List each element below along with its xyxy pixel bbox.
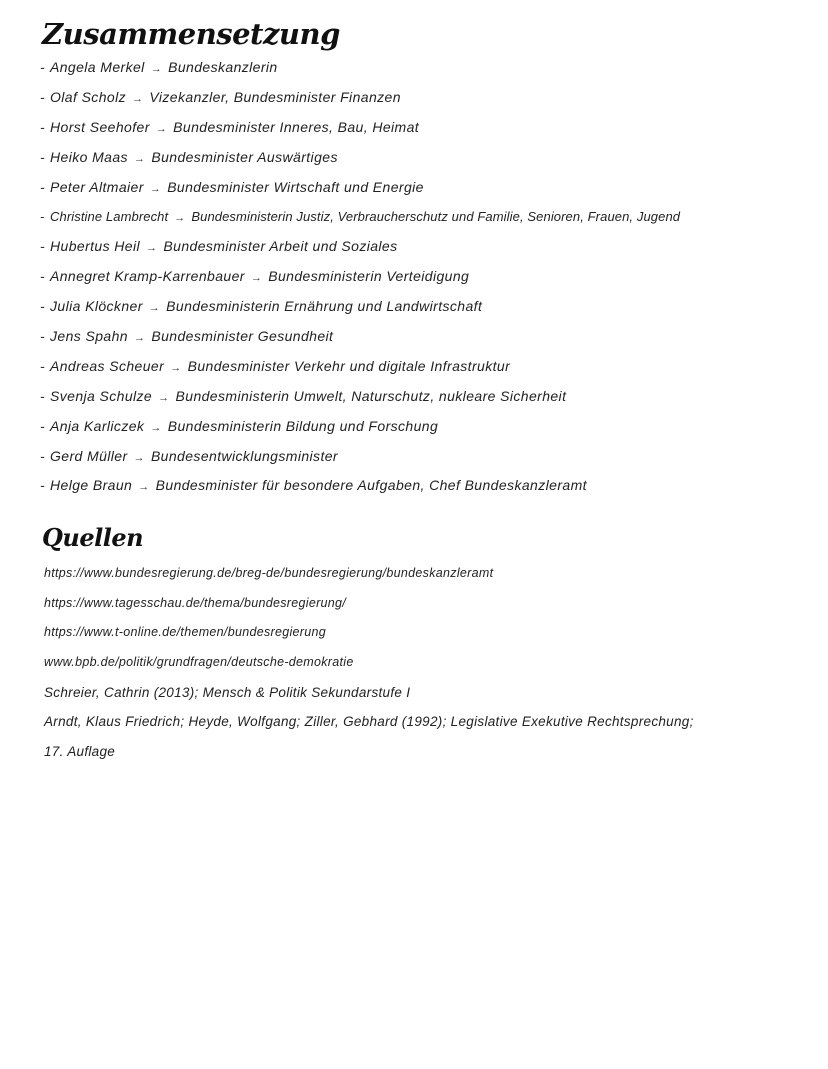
arrow-right-icon: → (133, 451, 145, 464)
source-item: https://www.tagesschau.de/thema/bundesregierung/ (44, 595, 347, 610)
sources-heading: Quellen (42, 523, 144, 552)
member-role: Bundesministerin Justiz, Verbraucherschutz und Familie, Senioren, Frauen, Jugend (191, 209, 681, 225)
member-name: Helge Braun (50, 477, 133, 494)
source-item: https://www.t-online.de/themen/bundesregierung (44, 625, 327, 640)
member-role: Bundesminister Gesundheit (151, 328, 334, 345)
composition-heading: Zusammensetzung (42, 17, 340, 51)
member-name: Peter Altmaier (50, 178, 144, 195)
source-item: https://www.bundesregierung.de/breg-de/bundesregierung/bundeskanzleramt (44, 566, 494, 580)
member-name: Horst Seehofer (50, 118, 150, 135)
member-role: Bundeskanzlerin (168, 59, 278, 75)
member-role: Bundesminister für besondere Aufgaben, Chef Bundeskanzleramt (155, 477, 587, 494)
arrow-right-icon: → (133, 332, 146, 345)
member-role: Bundesminister Verkehr und digitale Infrastruktur (187, 357, 511, 374)
member-role: Bundesminister Arbeit und Soziales (163, 238, 398, 255)
member-name: Svenja Schulze (50, 387, 153, 404)
member-name: Angela Merkel (50, 59, 145, 75)
arrow-right-icon: → (138, 481, 150, 494)
member-role: Bundesminister Wirtschaft und Energie (167, 178, 424, 195)
member-role: Bundesentwicklungsminister (150, 447, 338, 464)
dash-bullet: - (40, 118, 46, 135)
dash-bullet: - (40, 298, 46, 315)
member-name: Olaf Scholz (50, 88, 126, 105)
dash-bullet: - (40, 447, 46, 464)
member-name: Heiko Maas (50, 148, 128, 165)
member-name: Julia Klöckner (50, 298, 143, 315)
member-name: Annegret Kramp-Karrenbauer (50, 268, 245, 285)
member-name: Andreas Scheuer (50, 357, 165, 374)
arrow-right-icon: → (133, 152, 146, 165)
member-role: Bundesminister Auswärtiges (151, 148, 338, 165)
dash-bullet: - (40, 417, 46, 434)
arrow-right-icon: → (174, 212, 186, 225)
arrow-right-icon: → (155, 122, 168, 135)
arrow-right-icon: → (132, 92, 144, 105)
list-item (40, 113, 810, 143)
member-name: Jens Spahn (50, 328, 128, 345)
member-role: Vizekanzler, Bundesminister Finanzen (149, 88, 401, 105)
member-name: Hubertus Heil (50, 238, 141, 255)
source-item: Schreier, Cathrin (2013); Mensch & Politik Sekundarstufe I (44, 684, 411, 700)
member-role: Bundesministerin Bildung und Forschung (167, 417, 439, 434)
list-item (40, 322, 810, 352)
member-name: Anja Karliczek (50, 417, 145, 434)
list-item (40, 382, 810, 412)
member-name: Gerd Müller (50, 447, 128, 464)
list-item (40, 412, 810, 442)
source-item: www.bpb.de/politik/grundfragen/deutsche-demokratie (44, 655, 354, 670)
list-item (40, 202, 810, 232)
list-item (40, 262, 810, 292)
arrow-right-icon: → (250, 272, 263, 285)
list-item (40, 232, 810, 262)
dash-bullet: - (40, 148, 46, 165)
list-item (40, 83, 810, 113)
dash-bullet: - (40, 209, 45, 225)
source-item: 17. Auflage (44, 744, 116, 760)
member-role: Bundesminister Inneres, Bau, Heimat (173, 118, 420, 135)
list-item (40, 442, 810, 472)
sources-list (44, 559, 814, 767)
arrow-right-icon: → (170, 361, 182, 374)
member-role: Bundesministerin Umwelt, Naturschutz, nukleare Sicherheit (175, 387, 567, 404)
member-role: Bundesministerin Verteidigung (268, 268, 470, 285)
list-item (40, 53, 810, 83)
dash-bullet: - (40, 328, 46, 345)
member-role: Bundesministerin Ernährung und Landwirtschaft (166, 298, 483, 315)
arrow-right-icon: → (149, 182, 162, 195)
dash-bullet: - (40, 357, 46, 374)
list-item (40, 352, 810, 382)
source-item: Arndt, Klaus Friedrich; Heyde, Wolfgang; Ziller, Gebhard (1992); Legislative Exekutive Rechtsprechung; (44, 714, 694, 730)
arrow-right-icon: → (148, 302, 161, 315)
dash-bullet: - (40, 178, 46, 195)
member-name: Christine Lambrecht (50, 209, 169, 225)
dash-bullet: - (40, 59, 46, 75)
arrow-right-icon: → (150, 63, 163, 75)
dash-bullet: - (40, 477, 46, 494)
arrow-right-icon: → (146, 242, 158, 255)
arrow-right-icon: → (158, 391, 170, 404)
dash-bullet: - (40, 88, 46, 105)
dash-bullet: - (40, 268, 46, 285)
list-item (40, 173, 810, 203)
cabinet-members-list (40, 53, 810, 501)
arrow-right-icon: → (150, 421, 162, 434)
list-item (40, 143, 810, 173)
dash-bullet: - (40, 238, 46, 255)
list-item (40, 292, 810, 322)
list-item (40, 471, 810, 501)
dash-bullet: - (40, 387, 46, 404)
